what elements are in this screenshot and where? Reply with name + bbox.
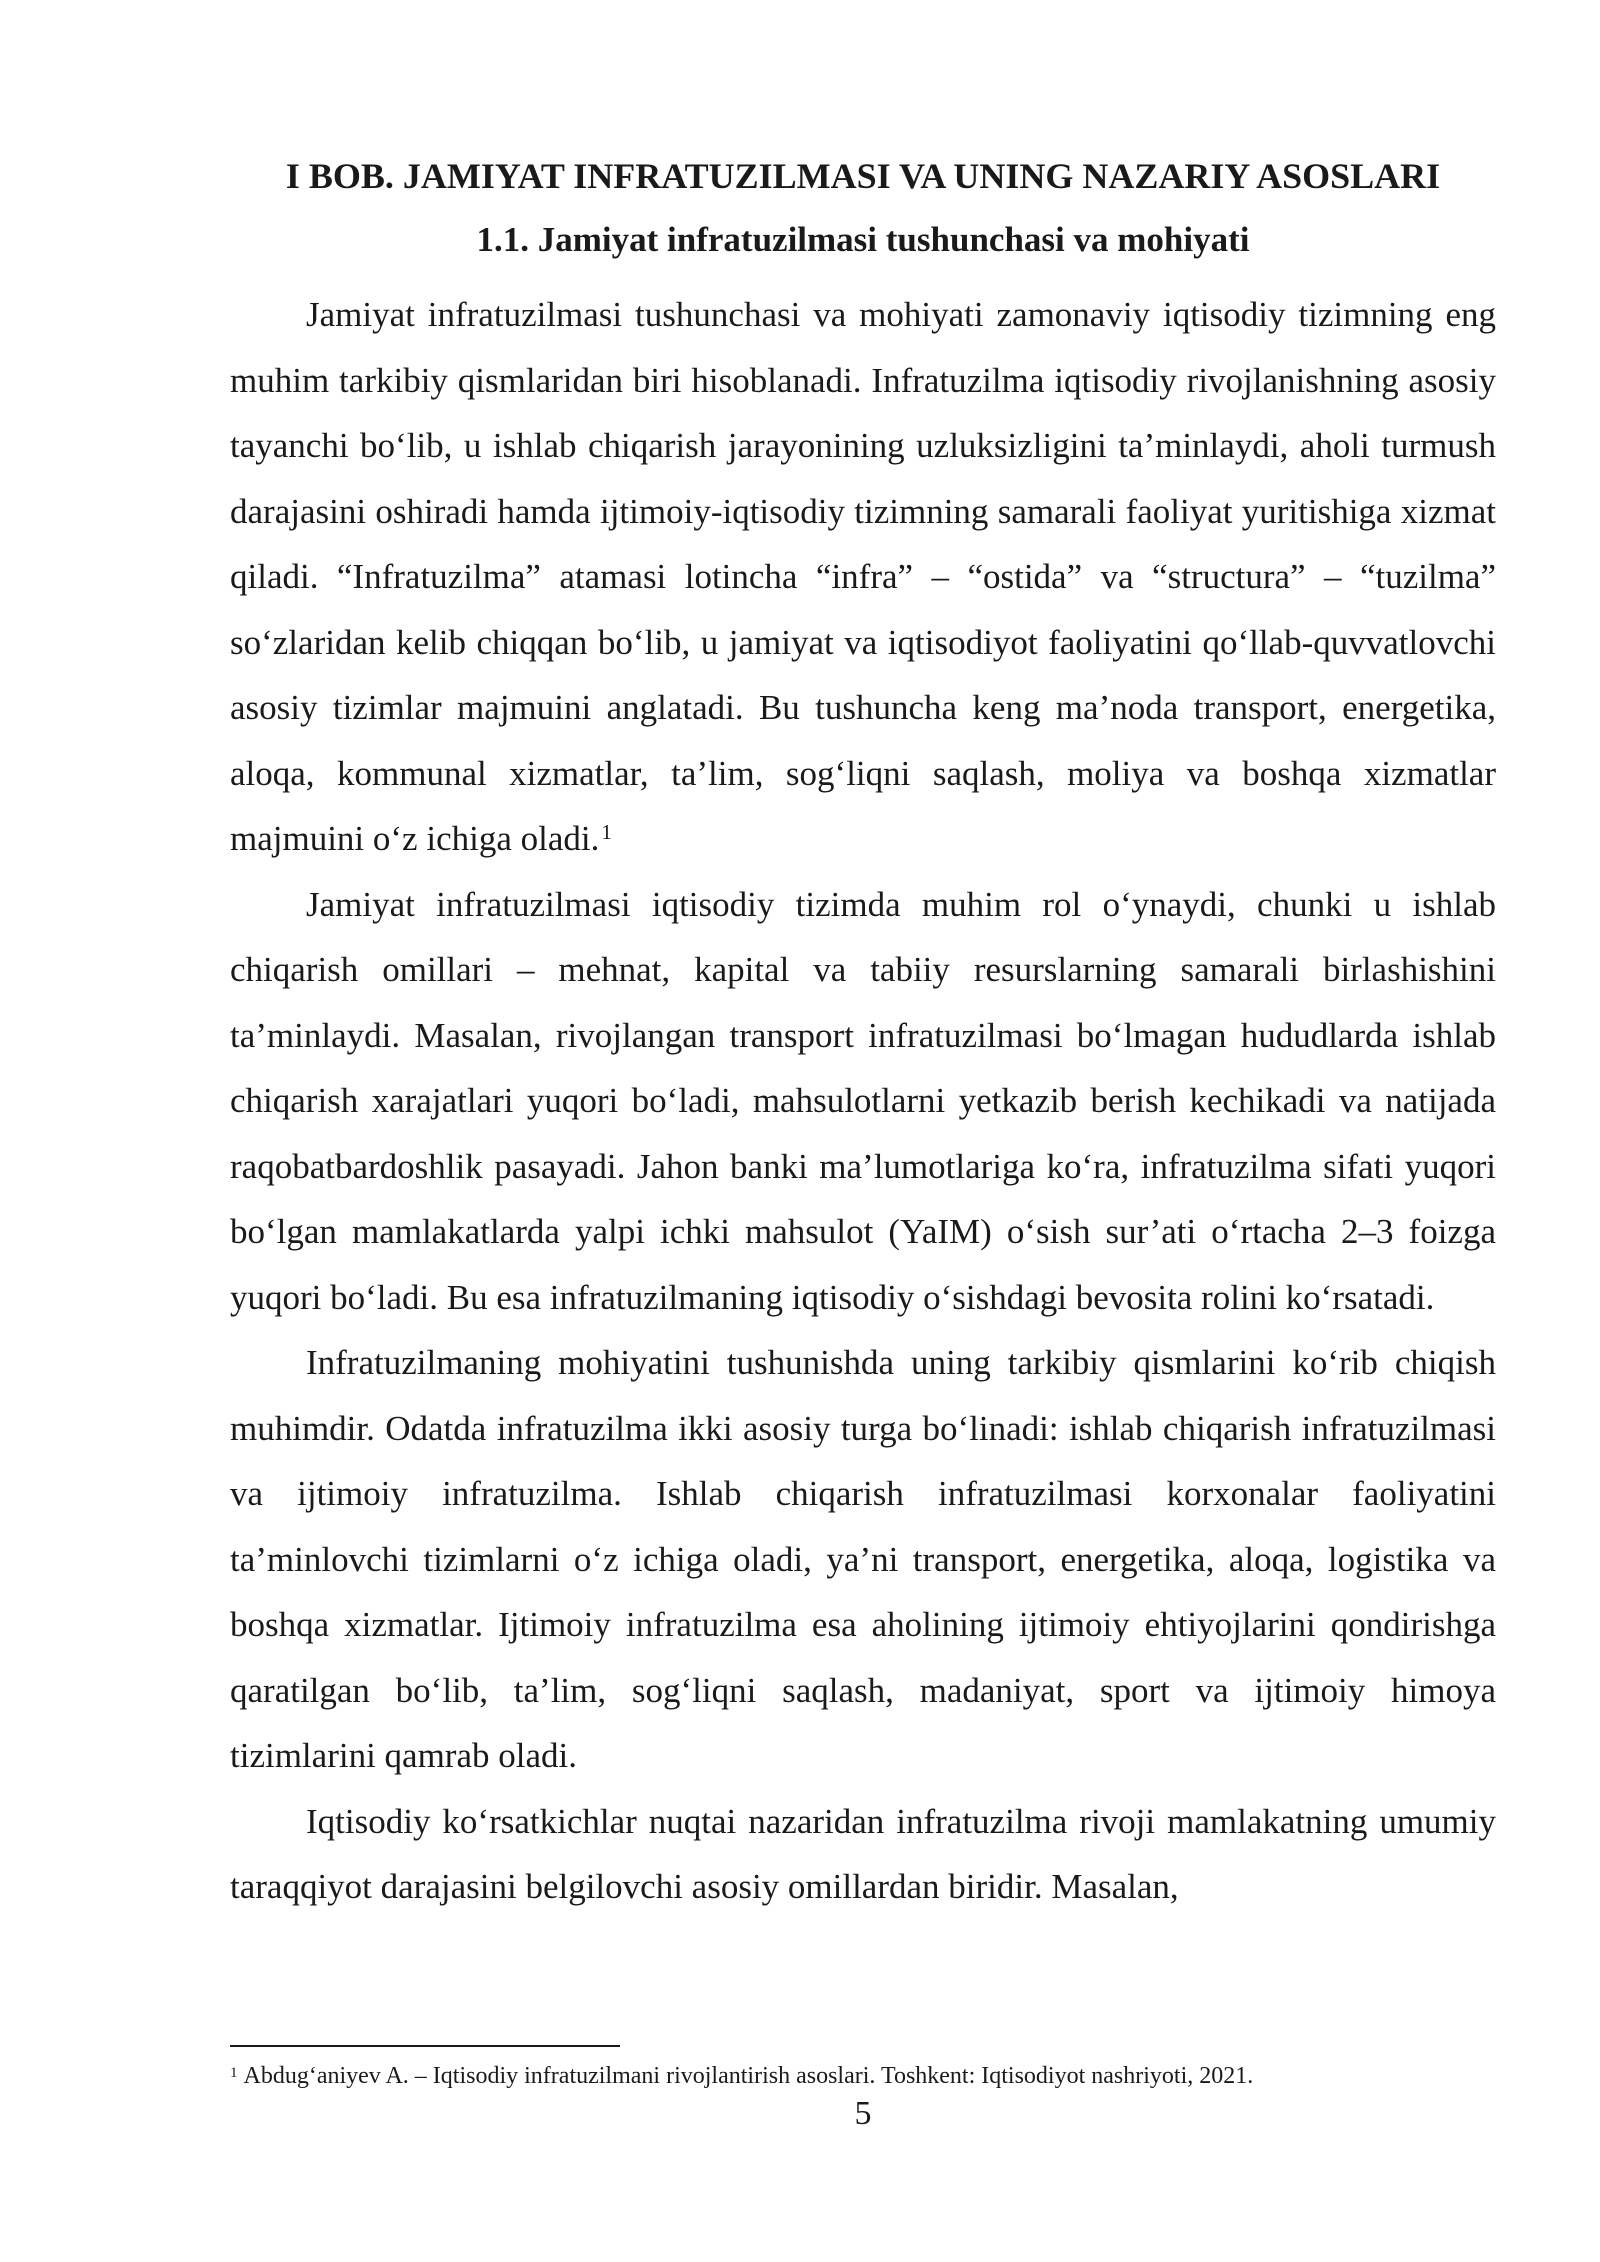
- paragraph: Infratuzilmaning mohiyatini tushunishda uning tarkibiy qismlarini ko‘rib chiqish muhimdir. Odatda infratuzilma ikki asosiy turga bo‘linadi: ishlab chiqarish infratuzilmasi va ijtimoiy infratuzilma. Ishlab chiqarish infratuzilmasi korxonalar faoliyatini ta’minlovchi tizimlarni o‘z ichiga oladi, ya’ni transport, energetika, aloqa, logistika va boshqa xizmatlar. Ijtimoiy infratuzilma esa aholining ijtimoiy ehtiyojlarini qondirishga qaratilgan bo‘lib, ta’lim, sog‘liqni saqlash, madaniyat, sport va ijtimoiy himoya tizimlarini qamrab oladi.: [230, 1343, 1496, 1775]
- paragraph: [230, 282, 1496, 872]
- paragraph: Jamiyat infratuzilmasi iqtisodiy tizimda muhim rol o‘ynaydi, chunki u ishlab chiqarish omillari – mehnat, kapital va tabiiy resurslarning samarali birlashishini ta’minlaydi. Masalan, rivojlangan transport infratuzilmasi bo‘lmagan hududlarda ishlab chiqarish xarajatlari yuqori bo‘ladi, mahsulotlarni yetkazib berish kechikadi va natijada raqobatbardoshlik pasayadi. Jahon banki ma’lumotlariga ko‘ra, infratuzilma sifati yuqori bo‘lgan mamlakatlarda yalpi ichki mahsulot (YaIM) o‘sish sur’ati o‘rtacha 2–3 foizga yuqori bo‘ladi. Bu esa infratuzilmaning iqtisodiy o‘sishdagi bevosita rolini ko‘rsatadi.: [230, 884, 1496, 1317]
- body-text: [230, 282, 1496, 1920]
- section-title: 1.1. Jamiyat infratuzilmasi tushunchasi va mohiyati: [476, 220, 1250, 259]
- footnote: [230, 2059, 1496, 2093]
- paragraph: Iqtisodiy ko‘rsatkichlar nuqtai nazaridan infratuzilma rivoji mamlakatning umumiy taraqqiyot darajasini belgilovchi asosiy omillardan biridir. Masalan,: [230, 1801, 1496, 1906]
- page-number: 5: [854, 2095, 872, 2132]
- chapter-title: I BOB. JAMIYAT INFRATUZILMASI VA UNING NAZARIY ASOSLARI: [285, 156, 1441, 196]
- footnote-separator: [230, 2045, 620, 2047]
- footnote-reference: 1: [601, 820, 612, 844]
- footnote-mark: 1: [230, 2065, 238, 2081]
- paragraph-text: Jamiyat infratuzilmasi tushunchasi va mohiyati zamonaviy iqtisodiy tizimning eng muhim tarkibiy qismlaridan biri hisoblanadi. Infratuzilma iqtisodiy rivojlanishning asosiy tayanchi bo‘lib, u ishlab chiqarish jarayonining uzluksizligini ta’minlaydi, aholi turmush darajasini oshiradi hamda ijtimoiy-iqtisodiy tizimning samarali faoliyat yuritishiga xizmat qiladi. “Infratuzilma” atamasi lotincha “infra” – “ostida” va “structura” – “tuzilma” so‘zlaridan kelib chiqqan bo‘lib, u jamiyat va iqtisodiyot faoliyatini qo‘llab-quvvatlovchi asosiy tizimlar majmuini anglatadi. Bu tushuncha keng ma’noda transport, energetika, aloqa, kommunal xizmatlar, ta’lim, sog‘liqni saqlash, moliya va boshqa xizmatlar majmuini o‘z ichiga oladi.: [230, 295, 1496, 858]
- footnote-text: Abdug‘aniyev A. – Iqtisodiy infratuzilmani rivojlantirish asoslari. Toshkent: Iqtisodiyot nashriyoti, 2021.: [243, 2063, 1254, 2089]
